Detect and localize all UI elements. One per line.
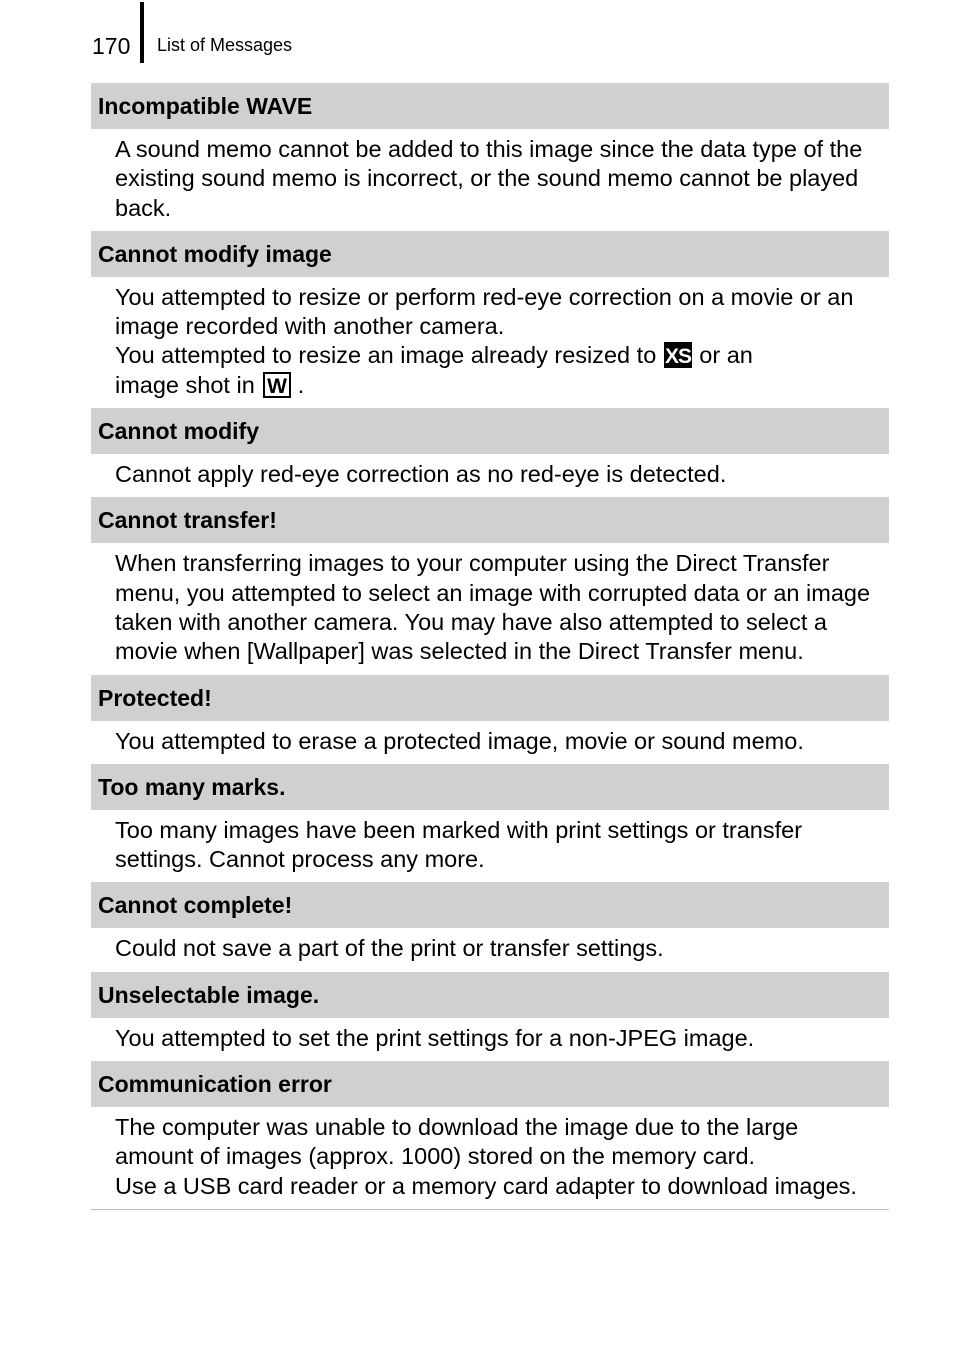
page-number: 170 xyxy=(92,33,131,59)
svg-text:W: W xyxy=(266,374,287,398)
description-line: When transferring images to your computer using the Direct Transfer menu, you attempted to select an image with corrupted data or an image taken with another camera. You may have also attempted to select a movie when [Wallpaper] was selected in the Direct Transfer menu. xyxy=(115,550,871,665)
message-incompatible-wave xyxy=(91,83,889,231)
svg-text:XS: XS xyxy=(665,345,692,369)
message-description xyxy=(91,721,889,764)
description-line: Too many images have been marked with print settings or transfer settings. Cannot process any more. xyxy=(115,816,803,873)
description-line: Could not save a part of the print or transfer settings. xyxy=(115,935,664,962)
description-line: You attempted to set the print settings for a non-JPEG image. xyxy=(115,1024,755,1051)
description-line: You attempted to resize or perform red-eye correction on a movie or an image recorded with another camera. xyxy=(115,283,854,340)
description-line: The computer was unable to download the image due to the large amount of images (approx. 1000) stored on the memory card. xyxy=(115,1114,799,1170)
message-title: Protected! xyxy=(91,675,889,721)
message-title: Cannot transfer! xyxy=(91,497,889,543)
message-description xyxy=(91,543,889,674)
message-title: Unselectable image. xyxy=(91,972,889,1018)
message-cannot-complete xyxy=(91,882,889,971)
message-title: Too many marks. xyxy=(91,764,889,810)
page-header xyxy=(92,0,492,64)
description-line: You attempted to erase a protected image, movie or sound memo. xyxy=(115,727,804,754)
description-line: Use a USB card reader or a memory card adapter to download images. xyxy=(115,1172,857,1199)
section-title: List of Messages xyxy=(157,35,293,55)
message-cannot-transfer xyxy=(91,497,889,674)
description-text: . xyxy=(297,371,305,398)
message-description xyxy=(91,928,889,971)
message-title: Communication error xyxy=(91,1061,889,1107)
header-divider xyxy=(140,2,144,63)
message-description xyxy=(91,454,889,497)
message-unselectable-image xyxy=(91,972,889,1061)
message-title: Incompatible WAVE xyxy=(91,83,889,129)
message-title: Cannot complete! xyxy=(91,882,889,928)
message-title: Cannot modify xyxy=(91,408,889,454)
widescreen-w-icon xyxy=(263,372,291,398)
description-text: or an xyxy=(699,342,753,369)
message-communication-error xyxy=(91,1061,889,1209)
description-line: Cannot apply red-eye correction as no red-eye is detected. xyxy=(115,461,727,488)
description-line xyxy=(115,341,879,400)
resolution-xs-icon xyxy=(664,342,692,368)
message-description xyxy=(91,810,889,883)
message-title: Cannot modify image xyxy=(91,231,889,277)
description-text: You attempted to resize an image already resized to xyxy=(115,342,657,369)
message-cannot-modify-image xyxy=(91,231,889,408)
message-description xyxy=(91,1018,889,1061)
message-list xyxy=(91,83,889,1210)
message-description xyxy=(91,1107,889,1209)
message-description xyxy=(91,129,889,231)
message-cannot-modify xyxy=(91,408,889,497)
message-description xyxy=(91,277,889,408)
message-protected xyxy=(91,675,889,764)
message-too-many-marks xyxy=(91,764,889,883)
description-text: image shot in xyxy=(115,371,255,398)
description-line: A sound memo cannot be added to this image since the data type of the existing sound memo is incorrect, or the sound memo cannot be played back. xyxy=(115,136,863,221)
